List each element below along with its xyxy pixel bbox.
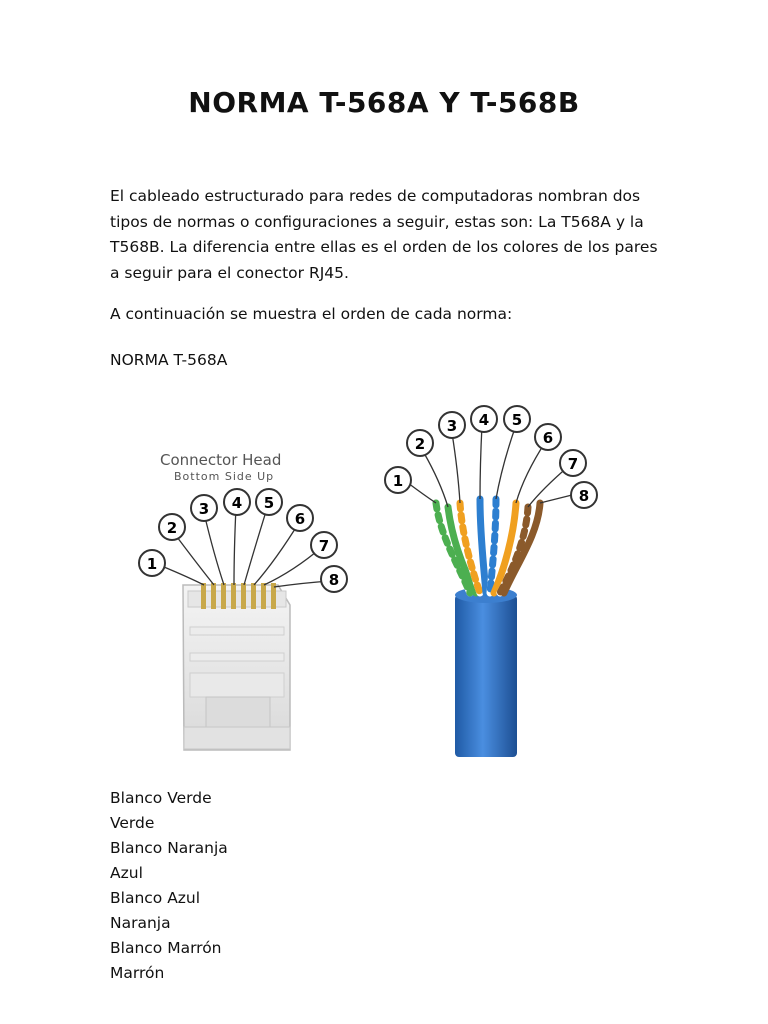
rj45-diagram-svg (118, 395, 608, 770)
color-order-item: Verde (110, 814, 155, 832)
cable-pin-number: 2 (414, 435, 426, 453)
color-order-list (110, 786, 228, 986)
cable-jacket-icon (455, 587, 517, 757)
plug-pin-number: 2 (166, 519, 178, 537)
color-order-item: Marrón (110, 964, 165, 982)
cable-pin-number: 8 (578, 487, 590, 505)
plug-pin-number: 7 (318, 537, 330, 555)
rj45-diagram (118, 395, 608, 770)
connector-side-label: Bottom Side Up (174, 470, 275, 483)
color-order-item: Blanco Verde (110, 789, 212, 807)
cable-pin-numbers (385, 406, 597, 508)
color-order-item: Azul (110, 864, 143, 882)
color-order-item: Blanco Marrón (110, 939, 222, 957)
color-order-item: Blanco Azul (110, 889, 201, 907)
cable-pin-number: 4 (478, 411, 490, 429)
cable-wires (436, 499, 540, 593)
color-order-item: Blanco Naranja (110, 839, 228, 857)
connector-head-label: Connector Head (160, 451, 282, 469)
plug-pin-number: 1 (146, 555, 158, 573)
section-subtitle: NORMA T-568A (110, 351, 228, 369)
cable-pin-number: 7 (567, 455, 579, 473)
plug-pin-numbers (139, 489, 347, 592)
cable-pin-number: 1 (392, 472, 404, 490)
lead-paragraph: A continuación se muestra el orden de cada norma: (110, 305, 513, 323)
plug-pin-number: 4 (231, 494, 243, 512)
cable-pin-number: 3 (446, 417, 458, 435)
rj45-plug-icon (183, 585, 290, 750)
plug-pin-number: 6 (294, 510, 306, 528)
color-order-item: Naranja (110, 914, 171, 932)
cable-pin-number: 6 (542, 429, 554, 447)
page-title: NORMA T-568A Y T-568B (188, 86, 580, 119)
plug-pin-number: 5 (263, 494, 275, 512)
intro-paragraph: El cableado estructurado para redes de computadoras nombran dos tipos de normas o configuraciones a seguir, estas son: La T568A y la T568B. La diferencia entre ellas es el orden de los colores de los pares a seguir para el conector RJ45. (110, 187, 658, 282)
cable-pin-number: 5 (511, 411, 523, 429)
plug-pin-number: 8 (328, 571, 340, 589)
plug-pin-number: 3 (198, 500, 210, 518)
